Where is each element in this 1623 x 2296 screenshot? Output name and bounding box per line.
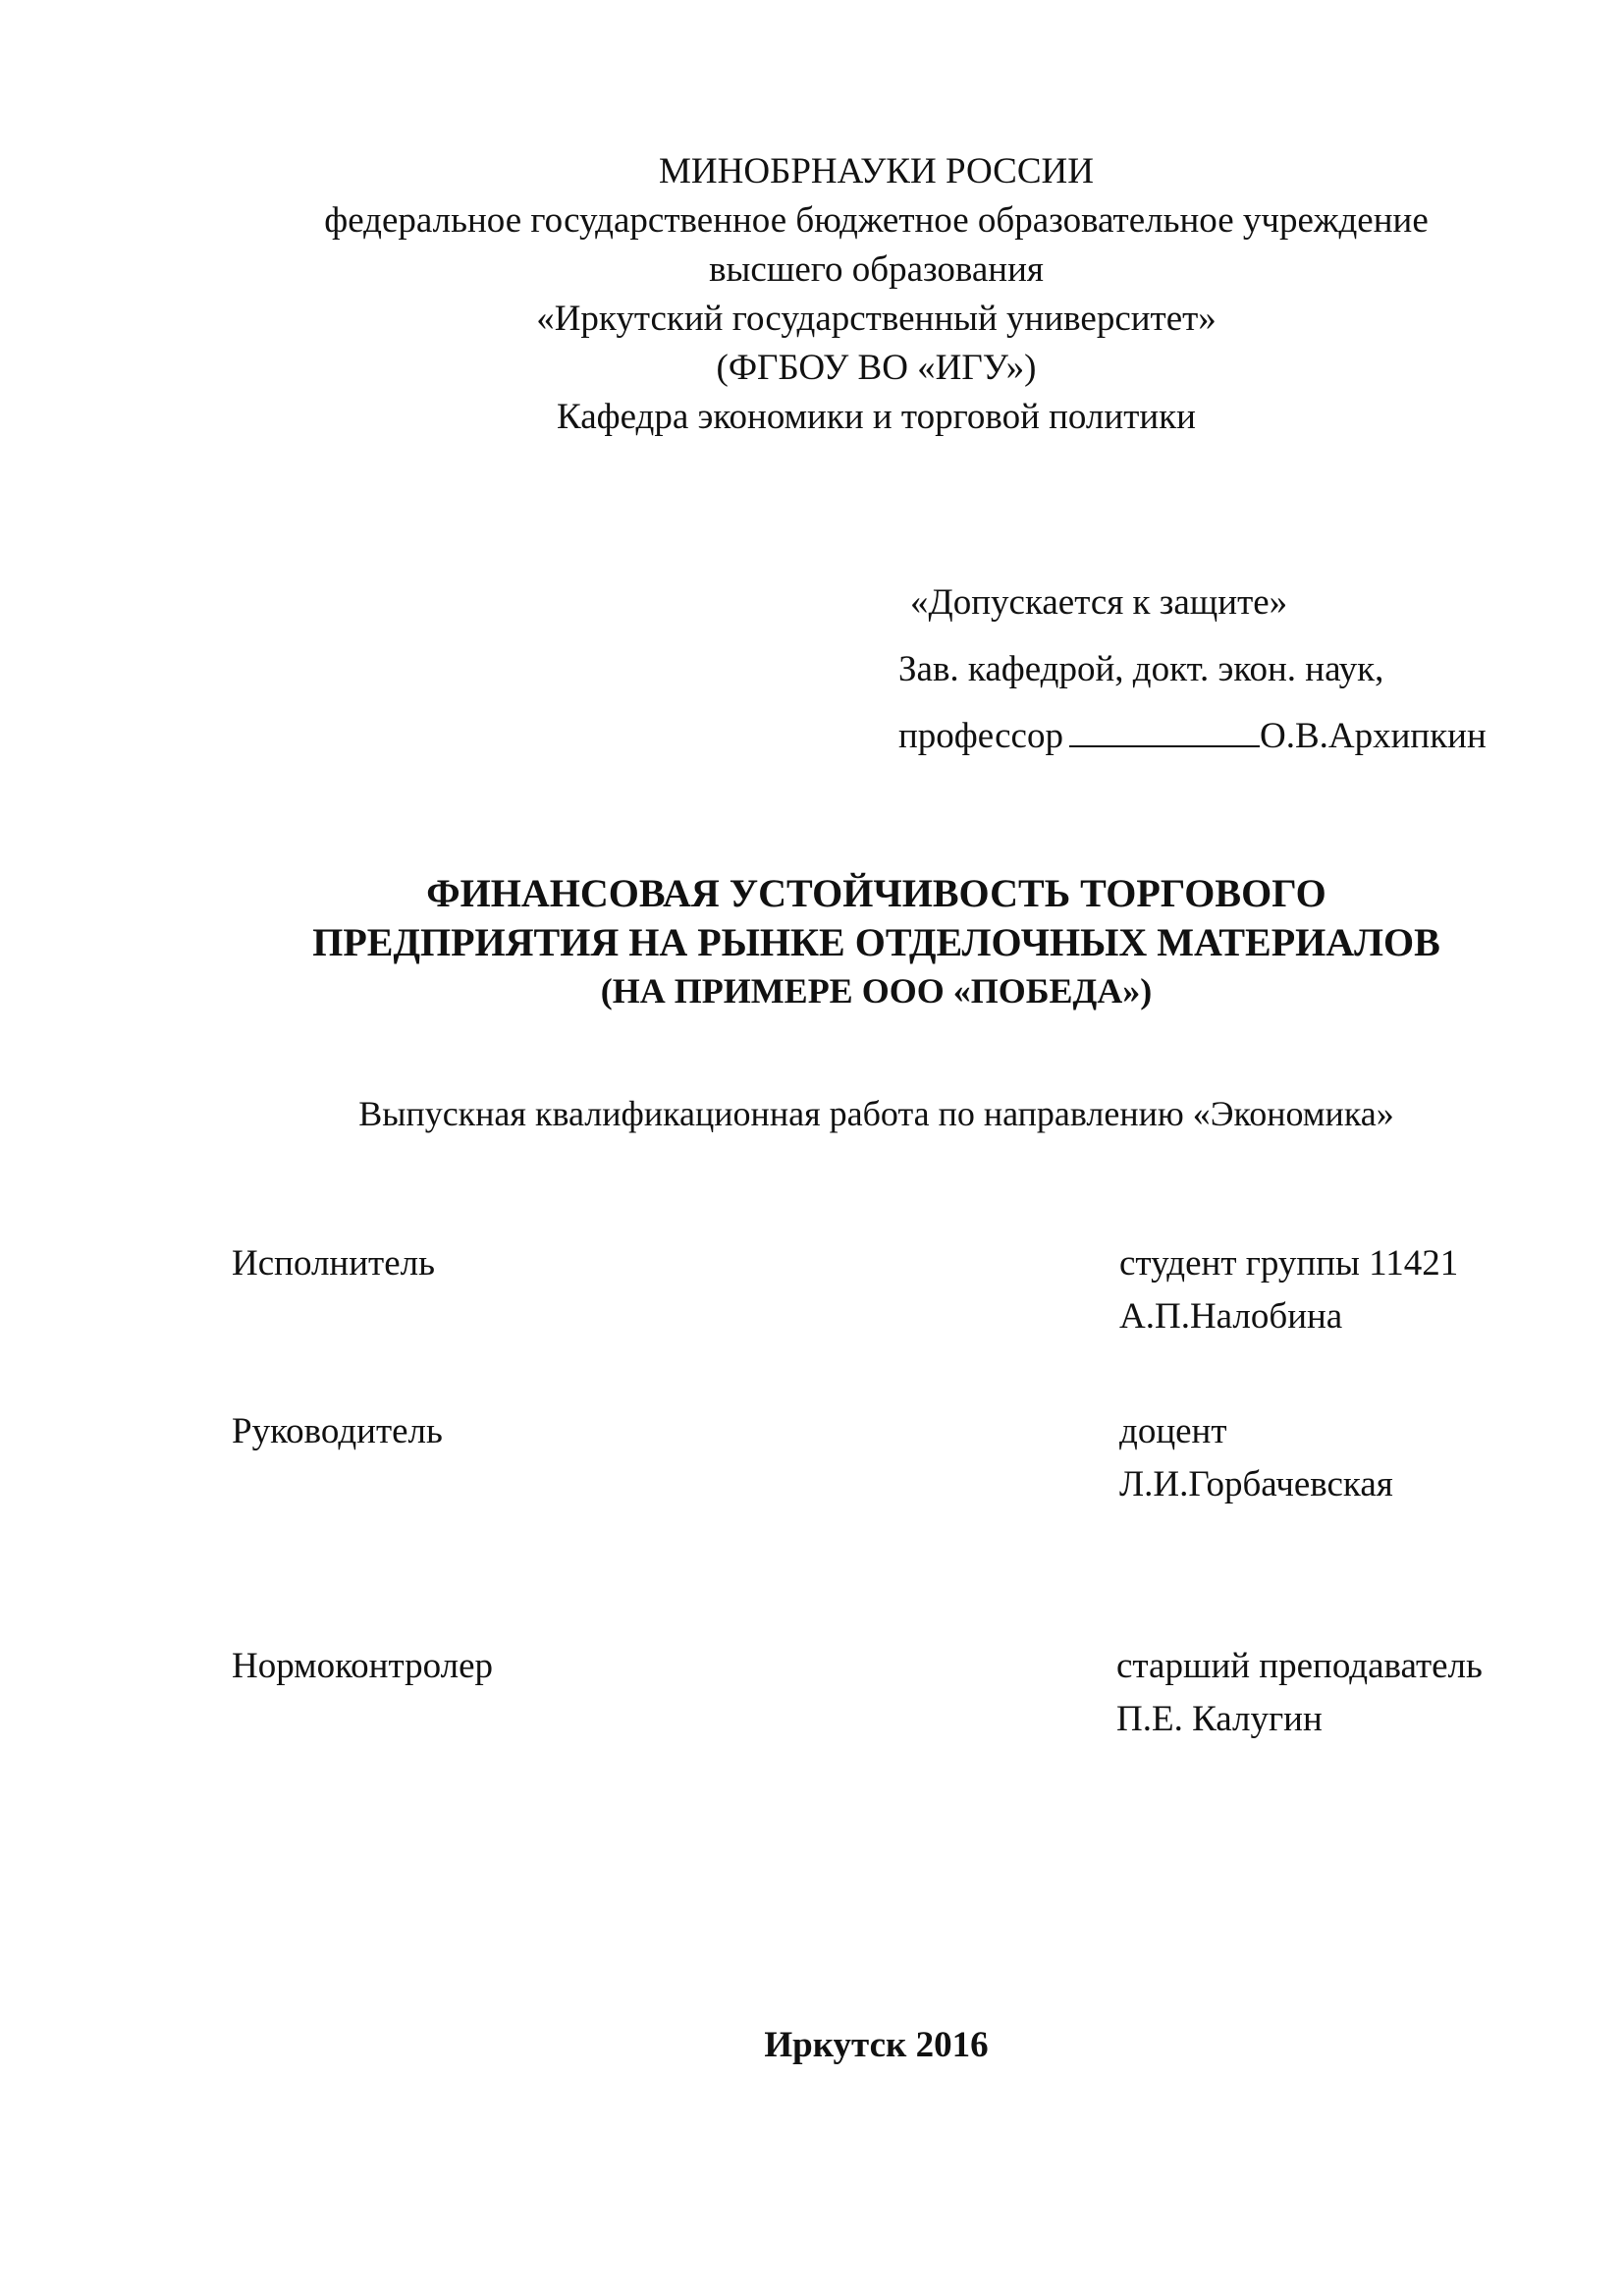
title-line-2: ПРЕДПРИЯТИЯ НА РЫНКЕ ОТДЕЛОЧНЫХ МАТЕРИАЛОВ bbox=[312, 920, 1440, 964]
approval-head-title: Зав. кафедрой, докт. экон. наук, bbox=[898, 649, 1384, 689]
normcontroller-position: старший преподаватель bbox=[1116, 1646, 1483, 1686]
university-abbrev-line: (ФГБОУ ВО «ИГУ») bbox=[716, 348, 1037, 388]
approval-rank: профессор bbox=[898, 716, 1063, 756]
city-year: Иркутск 2016 bbox=[764, 2025, 989, 2065]
institution-type-line: федеральное государственное бюджетное образовательное учреждение bbox=[324, 200, 1429, 241]
university-name-line: «Иркутский государственный университет» bbox=[536, 299, 1217, 339]
title-line-1: ФИНАНСОВАЯ УСТОЙЧИВОСТЬ ТОРГОВОГО bbox=[426, 871, 1326, 915]
normcontroller-name: П.Е. Калугин bbox=[1116, 1699, 1323, 1739]
signature-line bbox=[1069, 716, 1260, 747]
executor-info bbox=[1119, 1237, 1458, 1343]
institution-header bbox=[0, 147, 1623, 442]
education-level-line: высшего образования bbox=[709, 249, 1044, 290]
normcontroller-label: Нормоконтролер bbox=[232, 1646, 493, 1686]
executor-label: Исполнитель bbox=[232, 1243, 435, 1284]
supervisor-name: Л.И.Горбачевская bbox=[1119, 1464, 1393, 1504]
approval-name: О.В.Архипкин bbox=[1259, 716, 1487, 756]
ministry-line: МИНОБРНАУКИ РОССИИ bbox=[659, 151, 1094, 191]
executor-position: студент группы 11421 bbox=[1119, 1243, 1459, 1284]
approval-heading: «Допускается к защите» bbox=[910, 582, 1288, 623]
department-line: Кафедра экономики и торговой политики bbox=[557, 397, 1196, 437]
normcontroller-info bbox=[1116, 1640, 1483, 1746]
supervisor-label: Руководитель bbox=[232, 1411, 443, 1451]
approval-signature-row bbox=[898, 703, 1487, 770]
approval-block bbox=[898, 570, 1487, 770]
title-line-3: (НА ПРИМЕРЕ ООО «ПОБЕДА») bbox=[600, 971, 1153, 1011]
work-type: Выпускная квалификационная работа по направлению «Экономика» bbox=[358, 1094, 1394, 1133]
supervisor-position: доцент bbox=[1119, 1411, 1227, 1451]
supervisor-info bbox=[1119, 1405, 1393, 1511]
thesis-title bbox=[0, 869, 1623, 1014]
executor-name: А.П.Налобина bbox=[1119, 1296, 1343, 1337]
